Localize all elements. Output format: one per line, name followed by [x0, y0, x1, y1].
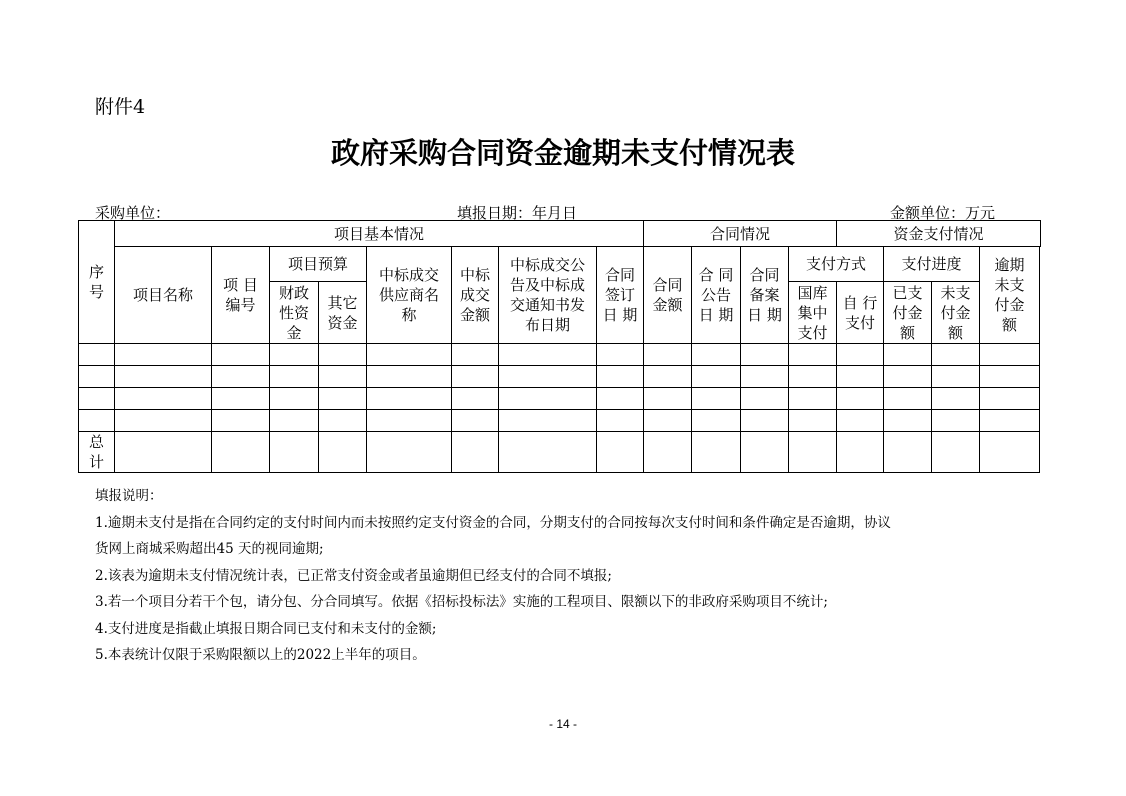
table-row — [79, 410, 1041, 432]
page-number: - 14 - — [548, 717, 577, 731]
col-seq-header: 序 号 — [79, 221, 115, 344]
total-label: 总 计 — [79, 432, 115, 473]
col-budget-other-header: 其它 资金 — [319, 282, 367, 344]
col-pay-self-header: 自 行 支付 — [837, 282, 884, 344]
fill-instructions — [95, 483, 891, 669]
fill-date-label: 填报日期：年月日 — [457, 204, 578, 222]
group-header-funds: 资金支付情况 — [837, 221, 1041, 247]
col-project-name-header: 项目名称 — [115, 247, 212, 344]
col-progress-header: 支付进度 — [884, 247, 980, 282]
note-item: 2.该表为逾期未支付情况统计表，已正常支付资金或者虽逾期但已经支付的合同不填报; — [95, 567, 612, 584]
page-title: 政府采购合同资金逾期未支付情况表 — [330, 136, 795, 170]
amount-unit-label: 金额单位：万元 — [890, 204, 996, 222]
purchaser-label: 采购单位： — [95, 204, 171, 222]
note-item: 5.本表统计仅限于采购限额以上的2022上半年的项目。 — [95, 647, 426, 663]
col-unpaid-header: 未支 付金 额 — [932, 282, 980, 344]
overdue-payment-table — [78, 220, 1041, 473]
col-notice-date-header: 中标成交公 告及中标成 交通知书发 布日期 — [499, 247, 597, 344]
attachment-label: 附件4 — [95, 96, 146, 118]
notes-heading: 填报说明： — [95, 488, 163, 504]
table-row — [79, 366, 1041, 388]
note-item: 1.逾期未支付是指在合同约定的支付时间内而未按照约定支付资金的合同，分期支付的合同按每次支付时间和条件确定是否逾期，协议 — [95, 514, 891, 531]
note-item: 4.支付进度是指截止填报日期合同已支付和未支付的金额; — [95, 620, 437, 637]
table-row — [79, 344, 1041, 366]
col-contract-amount-header: 合同 金额 — [644, 247, 692, 344]
col-supplier-header: 中标成交 供应商名 称 — [367, 247, 452, 344]
col-filing-date-header: 合同 备案 日 期 — [741, 247, 789, 344]
note-item: 货网上商城采购超出45 天的视同逾期; — [95, 541, 324, 557]
col-sign-date-header: 合同 签订 日 期 — [597, 247, 644, 344]
group-header-contract: 合同情况 — [644, 221, 837, 247]
note-item: 3.若一个项目分若干个包，请分包、分合同填写。依据《招标投标法》实施的工程项目、限额以下的非政府采购项目不统计; — [95, 594, 828, 610]
col-announce-date-header: 合 同 公告 日 期 — [692, 247, 741, 344]
col-budget-header: 项目预算 — [270, 247, 367, 282]
col-overdue-header: 逾期 未支 付金 额 — [980, 247, 1040, 344]
col-pay-method-header: 支付方式 — [789, 247, 884, 282]
col-budget-fiscal-header: 财政 性资 金 — [270, 282, 319, 344]
table-row — [79, 388, 1041, 410]
col-award-amount-header: 中标 成交 金额 — [452, 247, 499, 344]
col-pay-treasury-header: 国库 集中 支付 — [789, 282, 837, 344]
group-header-basic: 项目基本情况 — [115, 221, 644, 247]
col-project-no-header: 项 目 编号 — [212, 247, 270, 344]
total-row — [79, 432, 1041, 473]
col-paid-header: 已支 付金 额 — [884, 282, 932, 344]
